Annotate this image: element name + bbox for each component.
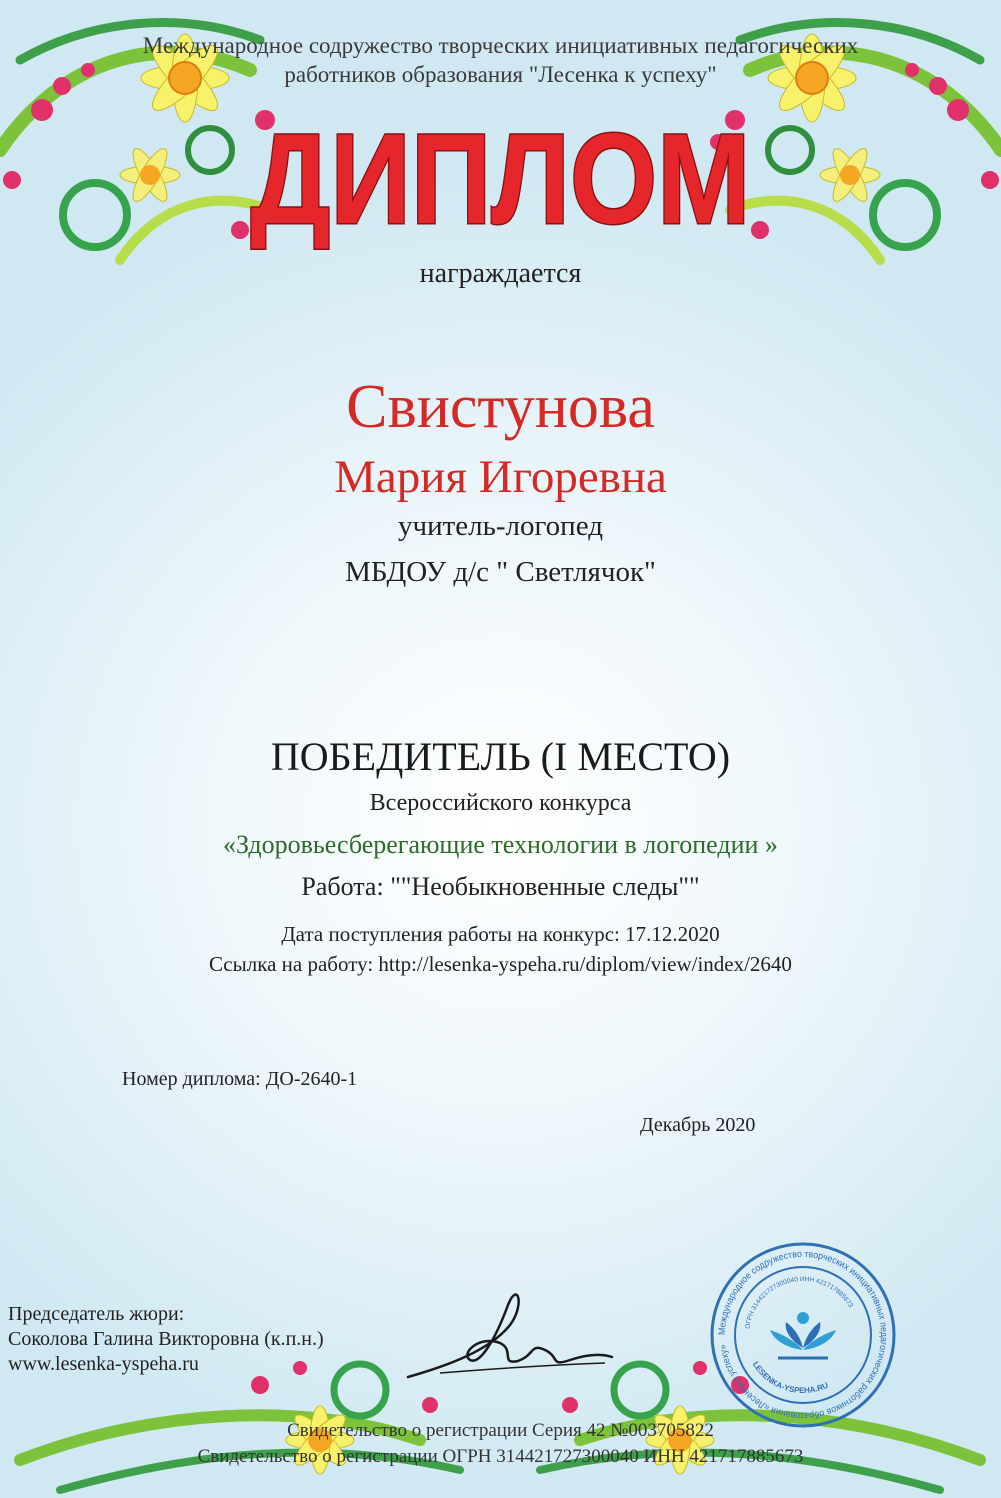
seal-inner-text: ОГРН 314421727300040 ИНН 421717885673	[744, 1275, 854, 1330]
jury-chair-name: Соколова Галина Викторовна (к.п.н.)	[8, 1328, 324, 1350]
diploma-number: Номер диплома: ДО-2640-1	[122, 1068, 358, 1090]
issue-month: Декабрь 2020	[640, 1114, 756, 1136]
organization-seal	[708, 1240, 898, 1430]
result-title: ПОБЕДИТЕЛЬ (I МЕСТО)	[270, 734, 731, 779]
recipient-name: Мария Игоревна	[334, 451, 667, 503]
seal-site-text: LESENKA-YSPEHA.RU	[750, 1360, 830, 1396]
contest-name: «Здоровьесберегающие технологии в логопедии »	[223, 830, 778, 859]
recipient-institution: МБДОУ д/с " Светлячок"	[345, 556, 656, 588]
signature	[400, 1265, 620, 1395]
diploma-title-text: ДИПЛОМ	[250, 108, 751, 251]
svg-text:Международное содружество твор	[717, 1249, 889, 1421]
registration-line-2: Свидетельство о регистрации ОГРН 314421727300040 ИНН 421717885673	[197, 1446, 804, 1467]
registration-line-1: Свидетельство о регистрации Серия 42 №003705822	[287, 1420, 714, 1441]
diploma-title	[0, 105, 1001, 255]
recipient-surname: Свистунова	[346, 373, 655, 441]
awarded-label: награждается	[419, 258, 582, 289]
submission-date: Дата поступления работы на конкурс: 17.12.2020	[281, 922, 720, 946]
jury-chair-label: Председатель жюри:	[8, 1303, 185, 1325]
seal-ring-text: Международное содружество творческих инициативных педагогических работников образования «Лесенка к успеху»	[716, 1248, 890, 1422]
seal-emblem	[770, 1312, 836, 1358]
work-link: Ссылка на работу: http://lesenka-yspeha.ru/diplom/view/index/2640	[209, 952, 792, 976]
organization-line-1: Международное содружество творческих инициативных педагогических	[142, 33, 859, 58]
organization-line-2: работников образования "Лесенка к успеху"	[284, 62, 717, 87]
contest-type: Всероссийского конкурса	[369, 790, 632, 816]
website: www.lesenka-yspeha.ru	[8, 1353, 199, 1375]
work-title: Работа: ""Необыкновенные следы""	[301, 872, 700, 901]
jury-chair-block	[8, 1302, 324, 1377]
recipient-position: учитель-логопед	[398, 510, 603, 542]
